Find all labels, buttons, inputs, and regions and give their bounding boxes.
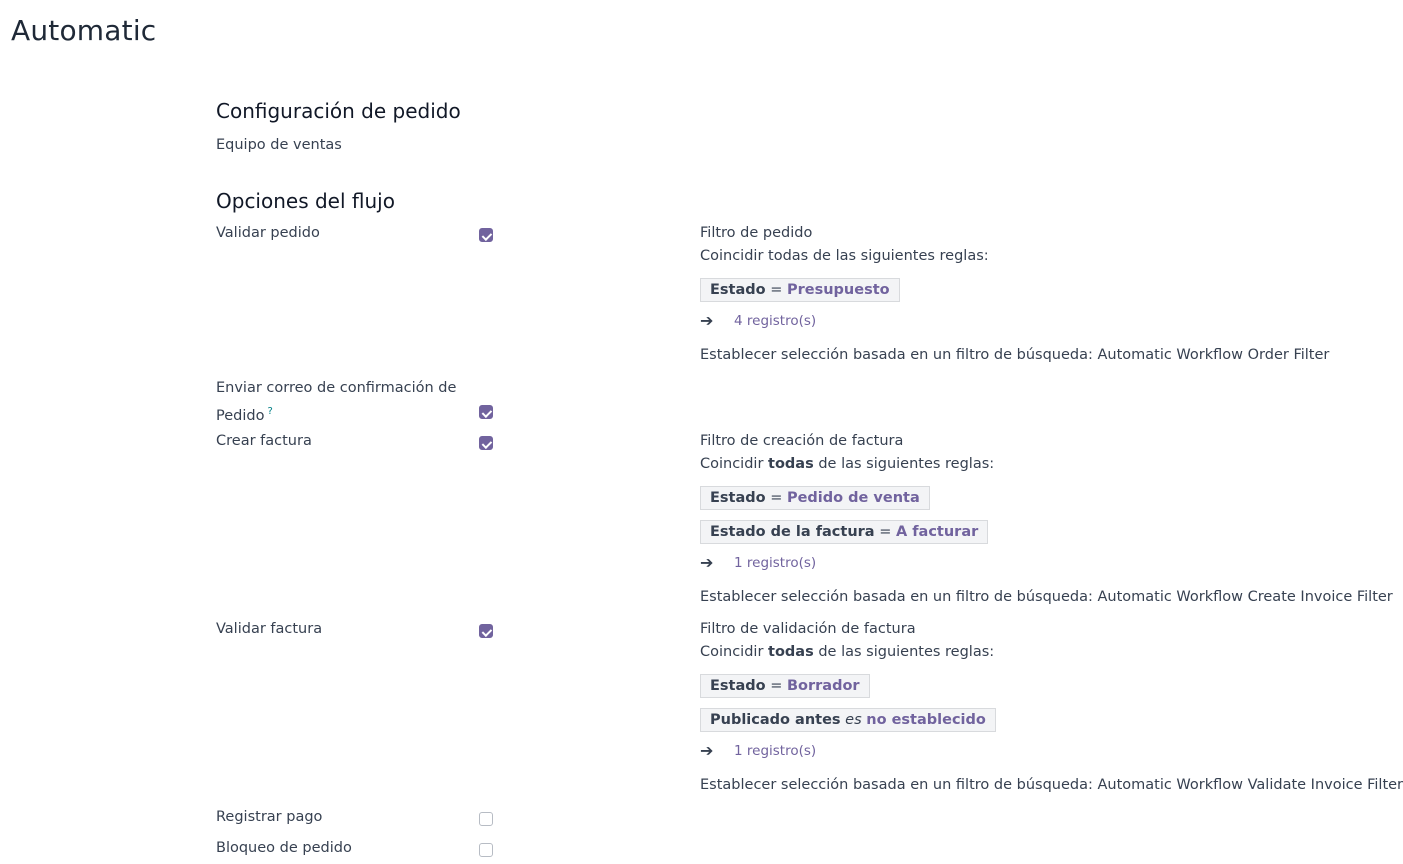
validate-invoice-checkbox[interactable]	[479, 624, 493, 638]
validate-order-checkbox[interactable]	[479, 228, 493, 242]
help-tooltip-icon[interactable]: ?	[267, 406, 273, 417]
send-confirmation-checkbox[interactable]	[479, 405, 493, 419]
register-payment-label: Registrar pago	[216, 809, 323, 825]
validate-invoice-filter-rule[interactable]: Publicado antes es no establecido	[700, 708, 996, 732]
register-payment-checkbox[interactable]	[479, 812, 493, 826]
order-filter-title: Filtro de pedido	[700, 225, 813, 241]
create-invoice-filter-rule[interactable]: Estado de la factura = A facturar	[700, 520, 988, 544]
page-title: Automatic	[11, 14, 157, 47]
order-config-heading: Configuración de pedido	[216, 99, 461, 123]
validate-invoice-filter-domain-text: Establecer selección basada en un filtro de búsqueda: Automatic Workflow Validate Invoice Filter	[700, 777, 1403, 793]
create-invoice-checkbox[interactable]	[479, 436, 493, 450]
order-filter-records-link[interactable]: 4 registro(s)	[734, 313, 817, 329]
validate-invoice-filter-match-text: Coincidir todas de las siguientes reglas:	[700, 644, 995, 660]
validate-invoice-filter-title: Filtro de validación de factura	[700, 621, 916, 637]
order-filter-rule[interactable]: Estado = Presupuesto	[700, 278, 900, 302]
order-filter-domain-text: Establecer selección basada en un filtro de búsqueda: Automatic Workflow Order Filter	[700, 347, 1330, 363]
validate-order-label: Validar pedido	[216, 225, 320, 241]
send-confirmation-label: Enviar correo de confirmación de Pedido ?	[216, 380, 457, 424]
create-invoice-label: Crear factura	[216, 433, 312, 449]
lock-order-checkbox[interactable]	[479, 843, 493, 857]
validate-invoice-filter-records-link[interactable]: 1 registro(s)	[734, 743, 817, 759]
create-invoice-filter-match-text: Coincidir todas de las siguientes reglas:	[700, 456, 995, 472]
validate-invoice-filter-rule[interactable]: Estado = Borrador	[700, 674, 870, 698]
arrow-right-icon: ➔	[700, 553, 714, 572]
sales-team-label: Equipo de ventas	[216, 137, 342, 153]
validate-invoice-label: Validar factura	[216, 621, 323, 637]
flow-options-heading: Opciones del flujo	[216, 189, 395, 213]
arrow-right-icon: ➔	[700, 741, 714, 760]
lock-order-label: Bloqueo de pedido	[216, 840, 352, 856]
create-invoice-filter-records-link[interactable]: 1 registro(s)	[734, 555, 817, 571]
create-invoice-filter-title: Filtro de creación de factura	[700, 433, 904, 449]
order-filter-match-text: Coincidir todas de las siguientes reglas:	[700, 248, 989, 264]
create-invoice-filter-rule[interactable]: Estado = Pedido de venta	[700, 486, 930, 510]
create-invoice-filter-domain-text: Establecer selección basada en un filtro de búsqueda: Automatic Workflow Create Invoice Filter	[700, 589, 1393, 605]
arrow-right-icon: ➔	[700, 311, 714, 330]
